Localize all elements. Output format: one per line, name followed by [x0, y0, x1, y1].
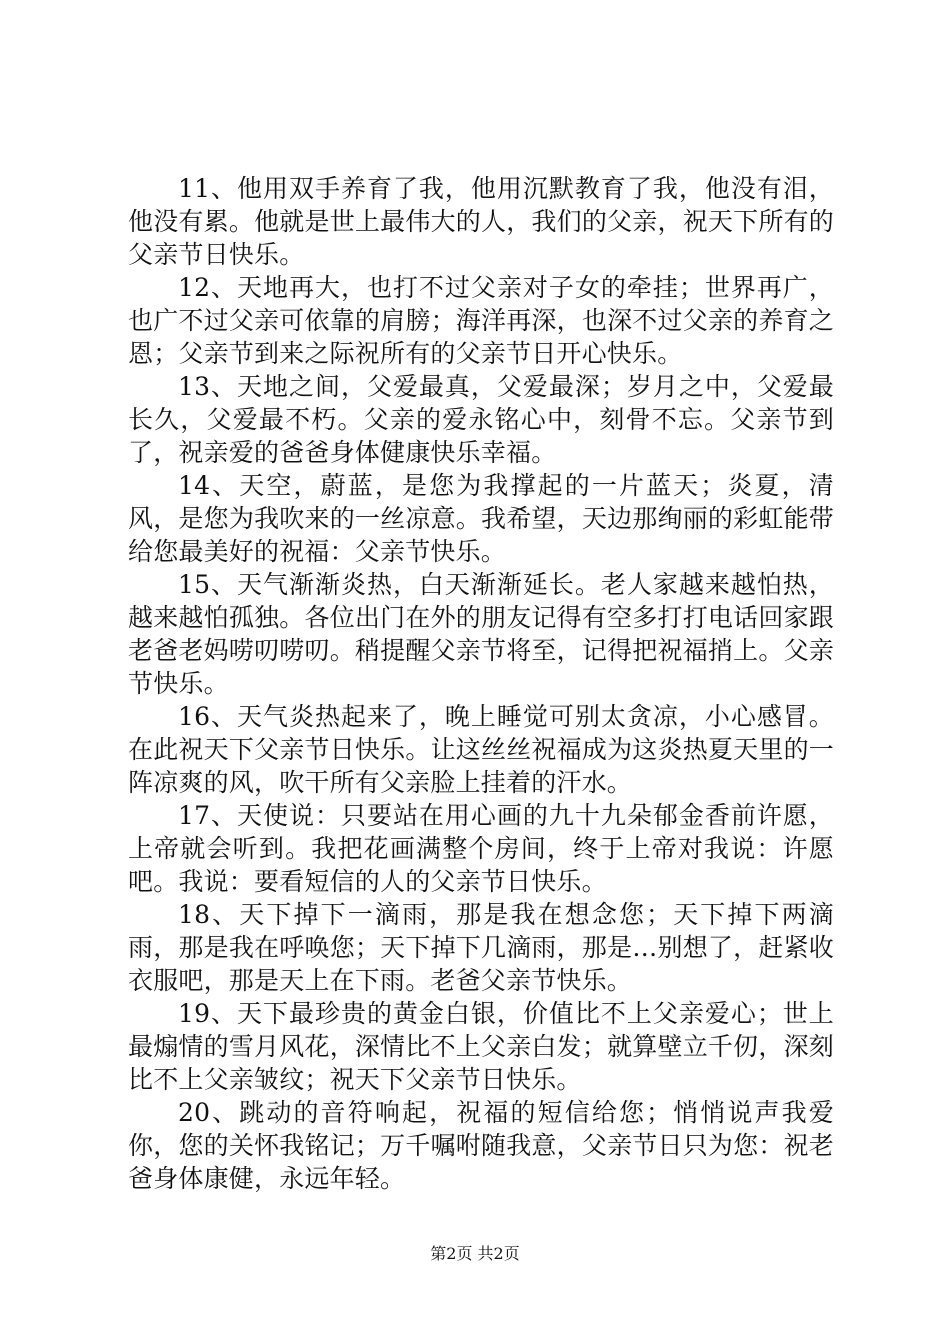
document-body [128, 172, 834, 1195]
paragraph: 13、天地之间，父爱最真，父爱最深；岁月之中，父爱最长久，父爱最不朽。父亲的爱永铭心中，刻骨不忘。父亲节到了，祝亲爱的爸爸身体健康快乐幸福。 [128, 372, 834, 467]
page-footer [0, 1243, 950, 1265]
paragraph: 15、天气渐渐炎热，白天渐渐延长。老人家越来越怕热，越来越怕孤独。各位出门在外的朋友记得有空多打打电话回家跟老爸老妈唠叨唠叨。稍提醒父亲节将至，记得把祝福捎上。父亲节快乐。 [128, 570, 834, 698]
paragraph: 16、天气炎热起来了，晚上睡觉可别太贪凉，小心感冒。在此祝天下父亲节日快乐。让这丝丝祝福成为这炎热夏天里的一阵凉爽的风，吹干所有父亲脸上挂着的汗水。 [128, 702, 834, 797]
page-number-label: 第2页 共2页 [430, 1244, 520, 1263]
paragraph: 12、天地再大，也打不过父亲对子女的牵挂；世界再广，也广不过父亲可依靠的肩膀；海洋再深，也深不过父亲的养育之恩；父亲节到来之际祝所有的父亲节日开心快乐。 [128, 273, 834, 368]
paragraph: 14、天空，蔚蓝，是您为我撑起的一片蓝天；炎夏，清风，是您为我吹来的一丝凉意。我希望，天边那绚丽的彩虹能带给您最美好的祝福：父亲节快乐。 [128, 471, 834, 566]
paragraph: 11、他用双手养育了我，他用沉默教育了我，他没有泪，他没有累。他就是世上最伟大的人，我们的父亲，祝天下所有的父亲节日快乐。 [128, 174, 834, 269]
paragraph: 20、跳动的音符响起，祝福的短信给您；悄悄说声我爱你，您的关怀我铭记；万千嘱咐随我意，父亲节日只为您：祝老爸身体康健，永远年轻。 [128, 1098, 834, 1193]
paragraph: 17、天使说：只要站在用心画的九十九朵郁金香前许愿，上帝就会听到。我把花画满整个房间，终于上帝对我说：许愿吧。我说：要看短信的人的父亲节日快乐。 [128, 801, 834, 896]
paragraph: 19、天下最珍贵的黄金白银，价值比不上父亲爱心；世上最煽情的雪月风花，深情比不上父亲白发；就算壁立千仞，深刻比不上父亲皱纹；祝天下父亲节日快乐。 [128, 999, 834, 1094]
paragraph: 18、天下掉下一滴雨，那是我在想念您；天下掉下两滴雨，那是我在呼唤您；天下掉下几滴雨，那是…别想了，赶紧收衣服吧，那是天上在下雨。老爸父亲节快乐。 [128, 900, 834, 995]
